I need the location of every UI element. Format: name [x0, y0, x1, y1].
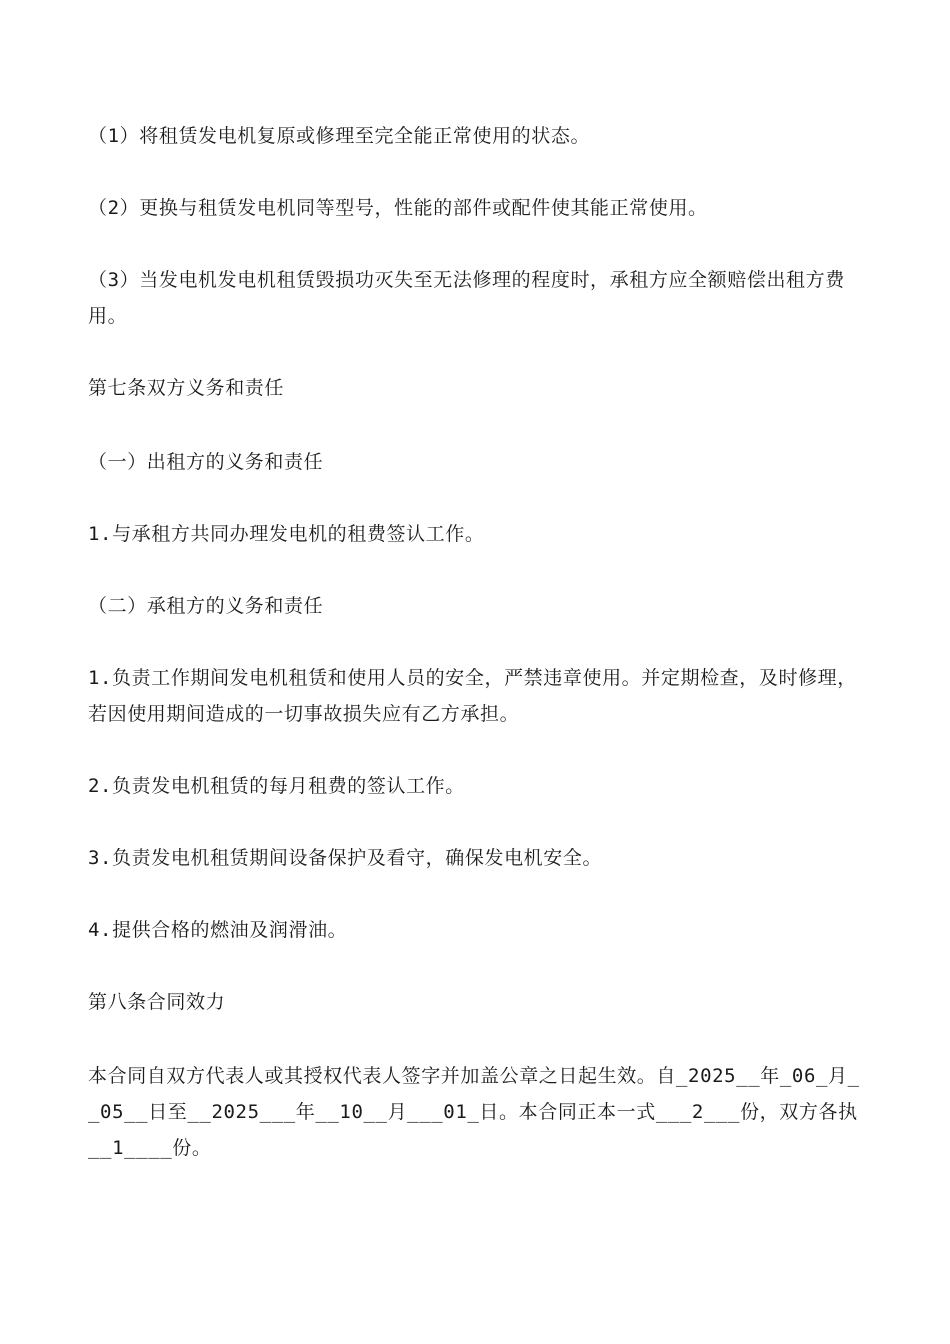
article-7-heading: 第七条双方义务和责任: [88, 377, 285, 399]
article-8-heading: 第八条合同效力: [88, 991, 226, 1013]
clause-item-2: （2）更换与租赁发电机同等型号，性能的部件或配件使其能正常使用。: [88, 197, 708, 219]
clause-item-3: （3）当发电机发电机租赁毁损功灭失至无法修理的程度时，承租方应全额赔偿出租方费用。: [88, 269, 845, 327]
lessor-obligations-heading: （一）出租方的义务和责任: [88, 451, 324, 473]
lessee-obligations-heading: （二）承租方的义务和责任: [88, 595, 324, 617]
lessee-obligation-1: 1.负责工作期间发电机租赁和使用人员的安全，严禁违章使用。并定期检查，及时修理，若因使用期间造成的一切事故损失应有乙方承担。: [88, 667, 857, 725]
lessee-obligation-4: 4.提供合格的燃油及润滑油。: [88, 919, 348, 941]
lessor-obligation-1: 1.与承租方共同办理发电机的租费签认工作。: [88, 523, 485, 545]
clause-item-1: （1）将租赁发电机复原或修理至完全能正常使用的状态。: [88, 125, 591, 147]
lessee-obligation-2: 2.负责发电机租赁的每月租费的签认工作。: [88, 775, 465, 797]
lessee-obligation-3: 3.负责发电机租赁期间设备保护及看守，确保发电机安全。: [88, 847, 603, 869]
contract-validity-text: 本合同自双方代表人或其授权代表人签字并加盖公章之日起生效。自_2025__年_06_月__05__日至__2025___年__10__月___01_日。本合同正本一式___2___份，双方各执__1____份。: [88, 1065, 860, 1159]
